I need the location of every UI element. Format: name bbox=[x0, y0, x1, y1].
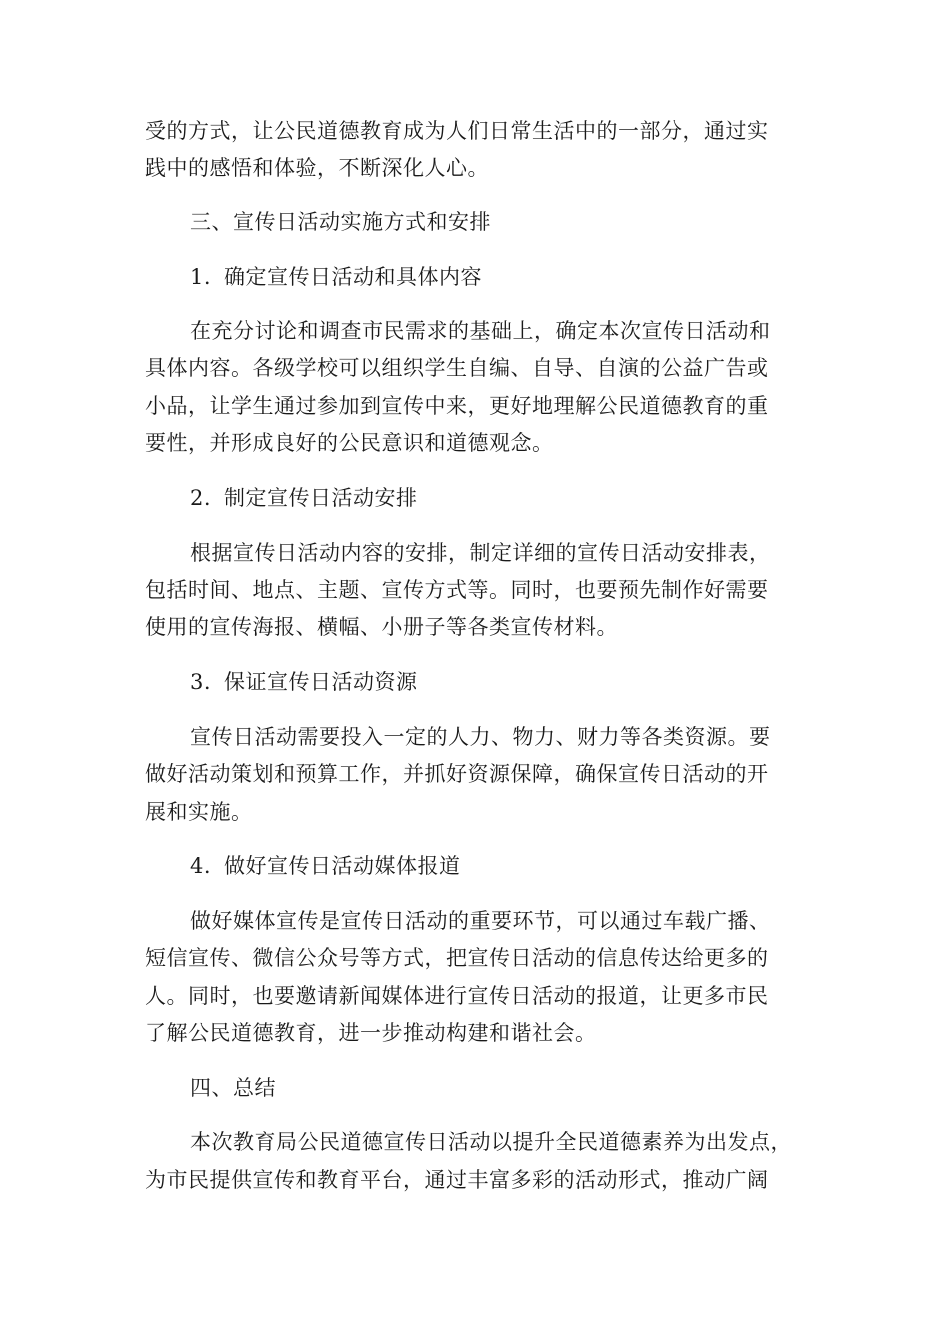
subsection-heading bbox=[190, 851, 850, 881]
paragraph-line: 根据宣传日活动内容的安排，制定详细的宣传日活动安排表， bbox=[190, 541, 771, 565]
paragraph-line: 本次教育局公民道德宣传日活动以提升全民道德素养为出发点， bbox=[190, 1130, 792, 1154]
paragraph-line: 了解公民道德教育，进一步推动构建和谐社会。 bbox=[145, 1021, 597, 1045]
subsection-number: 3. bbox=[190, 670, 212, 694]
paragraph-line: 做好活动策划和预算工作，并抓好资源保障，确保宣传日活动的开 bbox=[145, 762, 769, 786]
paragraph-line: 受的方式，让公民道德教育成为人们日常生活中的一部分，通过实 bbox=[145, 119, 769, 143]
paragraph-line: 使用的宣传海报、横幅、小册子等各类宣传材料。 bbox=[145, 615, 618, 639]
subsection-heading bbox=[190, 262, 850, 292]
paragraph-line: 要性，并形成良好的公民意识和道德观念。 bbox=[145, 431, 554, 455]
subsection-title: 制定宣传日活动安排 bbox=[224, 486, 418, 510]
subsection-title: 保证宣传日活动资源 bbox=[224, 670, 418, 694]
paragraph-line: 小品，让学生通过参加到宣传中来，更好地理解公民道德教育的重 bbox=[145, 394, 769, 418]
paragraph-line: 具体内容。各级学校可以组织学生自编、自导、自演的公益广告或 bbox=[145, 356, 769, 380]
section-heading: 四、总结 bbox=[190, 1076, 276, 1100]
subsection-heading bbox=[190, 483, 850, 513]
paragraph-line: 展和实施。 bbox=[145, 800, 253, 824]
subsection-number: 2. bbox=[190, 486, 212, 510]
paragraph-line: 践中的感悟和体验，不断深化人心。 bbox=[145, 156, 489, 180]
paragraph-line: 宣传日活动需要投入一定的人力、物力、财力等各类资源。要 bbox=[190, 725, 771, 749]
paragraph-line: 在充分讨论和调查市民需求的基础上，确定本次宣传日活动和 bbox=[190, 319, 771, 343]
subsection-title: 确定宣传日活动和具体内容 bbox=[224, 265, 482, 289]
subsection-title: 做好宣传日活动媒体报道 bbox=[224, 854, 461, 878]
paragraph-line: 为市民提供宣传和教育平台，通过丰富多彩的活动形式，推动广阔 bbox=[145, 1168, 769, 1192]
paragraph-line: 短信宣传、微信公众号等方式，把宣传日活动的信息传达给更多的 bbox=[145, 946, 769, 970]
subsection-number: 4. bbox=[190, 854, 212, 878]
subsection-number: 1. bbox=[190, 265, 212, 289]
section-heading: 三、宣传日活动实施方式和安排 bbox=[190, 210, 491, 234]
paragraph-line: 人。同时，也要邀请新闻媒体进行宣传日活动的报道，让更多市民 bbox=[145, 984, 769, 1008]
paragraph-line: 做好媒体宣传是宣传日活动的重要环节，可以通过车载广播、 bbox=[190, 909, 771, 933]
subsection-heading bbox=[190, 667, 850, 697]
paragraph-line: 包括时间、地点、主题、宣传方式等。同时，也要预先制作好需要 bbox=[145, 578, 769, 602]
